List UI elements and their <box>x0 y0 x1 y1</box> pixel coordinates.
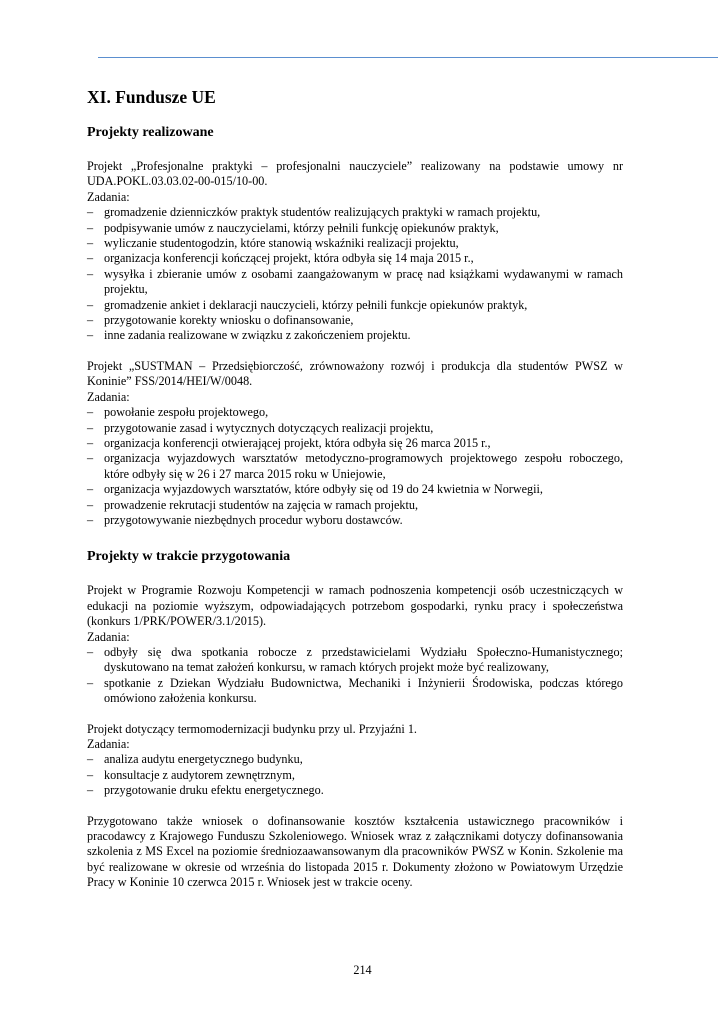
tasks-label: Zadania: <box>87 629 130 644</box>
tasks-label: Zadania: <box>87 189 130 204</box>
task-item: – przygotowywanie niezbędnych procedur wyboru dostawców. <box>87 513 623 528</box>
task-item: – spotkanie z Dziekan Wydziału Budownictwa, Mechaniki i Inżynierii Środowiska, podczas którego omówiono założenia konkursu. <box>87 676 623 707</box>
task-item: – przygotowanie korekty wniosku o dofinansowanie, <box>87 313 623 328</box>
task-item: – gromadzenie dzienniczków praktyk studentów realizujących praktyki w ramach projektu, <box>87 205 623 220</box>
project-block <box>87 359 623 528</box>
section-heading: Projekty w trakcie przygotowania <box>87 549 291 565</box>
project-block <box>87 814 623 891</box>
project-description: Projekt „Profesjonalne praktyki – profesjonalni nauczyciele” realizowany na podstawie umowy nr UDA.POKL.03.03.02-00-015/10-00. <box>87 159 623 189</box>
task-item: – wysyłka i zbieranie umów z osobami zaangażowanym w pracę nad książkami wydawanymi w ramach projektu, <box>87 267 623 298</box>
task-item: – przygotowanie zasad i wytycznych dotyczących realizacji projektu, <box>87 421 623 436</box>
task-item: – gromadzenie ankiet i deklaracji nauczycieli, którzy pełnili funkcje opiekunów praktyk, <box>87 298 623 313</box>
task-item: – organizacja konferencji kończącej projekt, która odbyła się 14 maja 2015 r., <box>87 251 623 266</box>
task-item: – organizacja konferencji otwierającej projekt, która odbyła się 26 marca 2015 r., <box>87 436 623 451</box>
project-description: Przygotowano także wniosek o dofinansowanie kosztów kształcenia ustawicznego pracowników i pracodawcy z Krajowego Funduszu Szkoleniowego. Wniosek wraz z załącznikami dotyczy dofinansowania szkolenia z MS Excel na poziomie średniozaawansowanym dla pracowników PWSZ w Konin. Szkolenie ma być realizowane w okresie od września do listopada 2015 r. Dokumenty złożono w Powiatowym Urzędzie Pracy w Koninie 10 czerwca 2015 r. Wniosek jest w trakcie oceny. <box>87 813 623 890</box>
page-content <box>87 86 623 911</box>
section <box>87 124 623 528</box>
project-description: Projekt w Programie Rozwoju Kompetencji w ramach podnoszenia kompetencji osób uczestniczących w edukacji na poziomie wyższym, odpowiadających potrzebom gospodarki, rynku pracy i społeczeństwa (konkurs 1/PRK/POWER/3.1/2015). <box>87 583 623 629</box>
project-block <box>87 722 623 799</box>
task-item: – prowadzenie rekrutacji studentów na zajęcia w ramach projektu, <box>87 498 623 513</box>
task-list <box>87 752 623 798</box>
task-list <box>87 645 623 707</box>
project-block <box>87 159 623 344</box>
section <box>87 548 623 890</box>
tasks-label: Zadania: <box>87 389 130 404</box>
task-item: – wyliczanie studentogodzin, które stanowią wskaźniki realizacji projektu, <box>87 236 623 251</box>
project-description: Projekt „SUSTMAN – Przedsiębiorczość, zrównoważony rozwój i produkcja dla studentów PWSZ w Koninie” FSS/2014/HEI/W/0048. <box>87 358 623 389</box>
header-rule <box>98 57 718 58</box>
task-list <box>87 405 623 528</box>
task-item: – podpisywanie umów z nauczycielami, którzy pełnili funkcję opiekunów praktyk, <box>87 221 623 236</box>
task-item: – inne zadania realizowane w związku z zakończeniem projektu. <box>87 328 623 343</box>
project-description: Projekt dotyczący termomodernizacji budynku przy ul. Przyjaźni 1. <box>87 721 417 736</box>
tasks-label: Zadania: <box>87 737 130 751</box>
task-item: – odbyły się dwa spotkania robocze z przedstawicielami Wydziału Społeczno-Humanistycznego; dyskutowano na temat założeń konkursu, w ramach których projekt może być realizowany, <box>87 645 623 676</box>
task-item: – organizacja wyjazdowych warsztatów metodyczno-programowych projektowego zespołu roboczego, które odbyły się w 26 i 27 marca 2015 roku w Uniejowie, <box>87 451 623 482</box>
task-item: – organizacja wyjazdowych warsztatów, które odbyły się od 19 do 24 kwietnia w Norwegii, <box>87 482 623 497</box>
task-list <box>87 205 623 344</box>
sections-container <box>87 124 623 891</box>
task-item: – powołanie zespołu projektowego, <box>87 405 623 420</box>
task-item: – konsultacje z audytorem zewnętrznym, <box>87 768 623 783</box>
project-block <box>87 583 623 706</box>
task-item: – przygotowanie druku efektu energetycznego. <box>87 783 623 798</box>
chapter-title: XI. Fundusze UE <box>87 87 216 107</box>
page-number: 214 <box>353 963 372 977</box>
task-item: – analiza audytu energetycznego budynku, <box>87 752 623 767</box>
section-heading: Projekty realizowane <box>87 125 214 140</box>
